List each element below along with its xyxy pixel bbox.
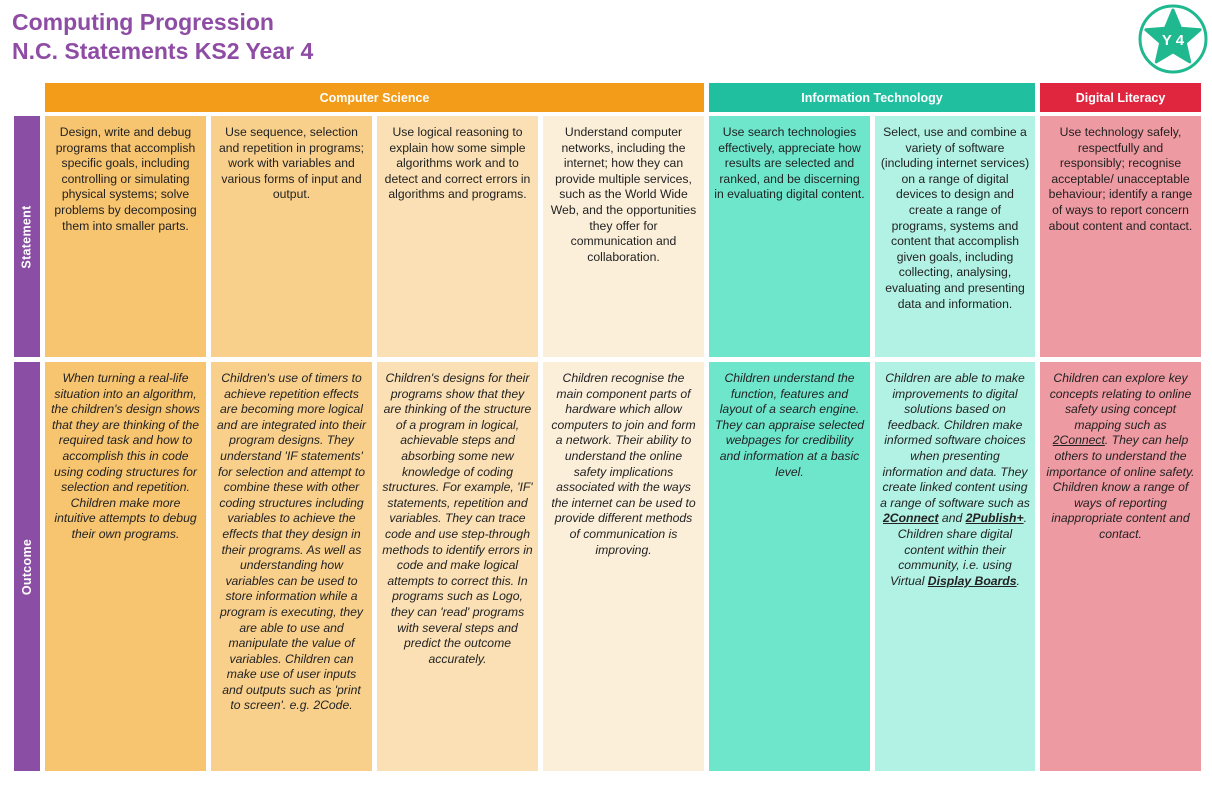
- statement-cell-6: Select, use and combine a variety of software (including internet services) on a range of digital devices to design and create a range of programs, systems and content that accomplish given goals, including collecting, analysing, evaluating and presenting data and information.: [875, 116, 1035, 357]
- header-computer-science: Computer Science: [45, 83, 704, 112]
- row-label-statement: Statement: [14, 116, 40, 357]
- outcome-cell-7: Children can explore key concepts relating to online safety using concept mapping such as 2Connect. They can help others to understand the importance of online safety. Children know a range of ways of reporting inappropriate content and contact.: [1040, 362, 1201, 771]
- outcome-cell-3: Children's designs for their programs show that they are thinking of the structure of a program in logical, achievable steps and absorbing some new knowledge of coding structures. For example, 'IF' statements, repetition and variables. They can trace code and use step-through methods to identify errors in code and make logical attempts to correct this. In programs such as Logo, they can 'read' programs with several steps and predict the outcome accurately.: [377, 362, 538, 771]
- statement-cell-2: Use sequence, selection and repetition in programs; work with variables and various forms of input and output.: [211, 116, 372, 357]
- page-title: Computing Progression: [12, 9, 274, 35]
- outcome-cell-4: Children recognise the main component parts of hardware which allow computers to join and form a network. Their ability to understand the online safety implications associated with the ways the internet can be used to provide different methods of communication is improving.: [543, 362, 704, 771]
- link-2connect[interactable]: 2Connect: [883, 511, 939, 526]
- outcome-cell-1: When turning a real-life situation into an algorithm, the children's design shows that they are thinking of the required task and how to accomplish this in code using coding structures for selection and repetition. Children make more intuitive attempts to debug their own programs.: [45, 362, 206, 771]
- link-display-boards[interactable]: Display Boards: [927, 573, 1017, 588]
- statement-cell-7: Use technology safely, respectfully and responsibly; recognise acceptable/ unacceptable behaviour; identify a range of ways to report concern about content and contact.: [1040, 116, 1201, 357]
- statement-cell-3: Use logical reasoning to explain how some simple algorithms work and to detect and correct errors in algorithms and programs.: [377, 116, 538, 357]
- statement-cell-5: Use search technologies effectively, appreciate how results are selected and ranked, and be discerning in evaluating digital content.: [709, 116, 870, 357]
- link-2publish[interactable]: 2Publish+: [965, 511, 1024, 526]
- link-2connect-dl[interactable]: 2Connect: [1052, 433, 1105, 448]
- header-digital-literacy: Digital Literacy: [1040, 83, 1201, 112]
- statement-cell-1: Design, write and debug programs that accomplish specific goals, including controlling or simulating physical systems; solve problems by decomposing them into smaller parts.: [45, 116, 206, 357]
- page-subtitle: N.C. Statements KS2 Year 4: [12, 38, 314, 64]
- row-label-outcome: Outcome: [14, 362, 40, 771]
- header-information-technology: Information Technology: [709, 83, 1035, 112]
- year-badge: [1137, 3, 1209, 75]
- outcome-cell-2: Children's use of timers to achieve repetition effects are becoming more logical and are integrated into their program designs. They understand 'IF statements' for selection and attempt to combine these with other coding structures including variables to achieve the effects that they design in their programs. As well as understanding how variables can be used to store information while a program is executing, they are able to use and manipulate the value of variables. Children can make use of user inputs and outputs such as 'print to screen'. e.g. 2Code.: [211, 362, 372, 771]
- statement-cell-4: Understand computer networks, including the internet; how they can provide multiple services, such as the World Wide Web, and the opportunities they offer for communication and collaboration.: [543, 116, 704, 357]
- outcome-cell-6: Children are able to make improvements to digital solutions based on feedback. Children make informed software choices when presenting information and data. They create linked content using a range of software such as 2Connect and 2Publish+. Children share digital content within their community, i.e. using Virtual Display Boards.: [875, 362, 1035, 771]
- badge-label: Y 4: [1161, 32, 1185, 49]
- outcome-cell-5: Children understand the function, features and layout of a search engine. They can appraise selected webpages for credibility and information at a basic level.: [709, 362, 870, 771]
